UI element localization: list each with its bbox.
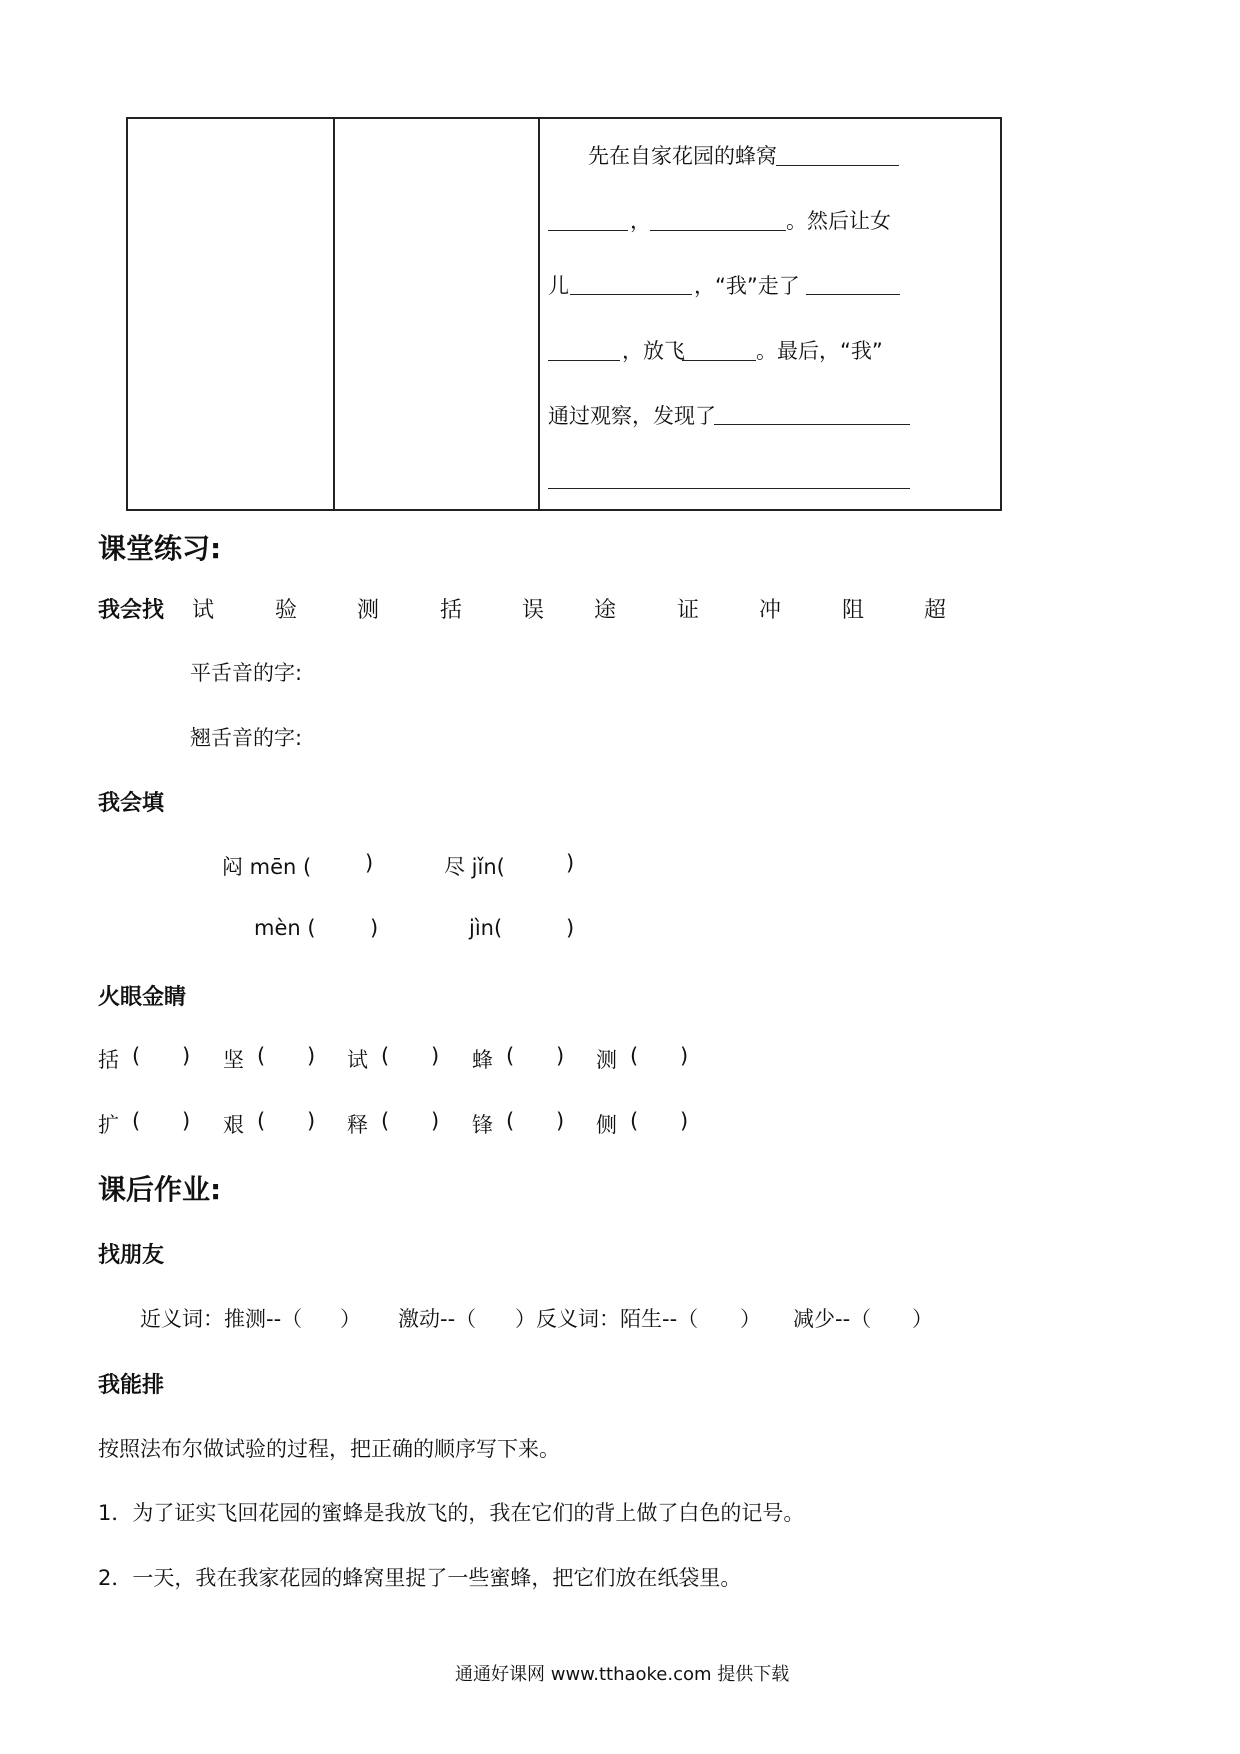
paren-close: ) (566, 916, 575, 940)
table-text: 。最后，“我” (756, 339, 883, 363)
paren-close: ) (556, 1044, 565, 1068)
word-item: 减少--（ (793, 1307, 872, 1331)
paren-close: ） (340, 1307, 361, 1331)
paren-open: ( (132, 1044, 141, 1068)
char-item: 测 (357, 598, 380, 623)
blank-line (682, 360, 756, 361)
paren-open: ( (506, 1109, 515, 1133)
paren-close: ) (365, 851, 374, 875)
retroflex-label: 翘舌音的字: (190, 726, 303, 750)
paren-close: ) (556, 1109, 565, 1133)
blank-line (650, 230, 786, 231)
synonym-label: 近义词：推测--（ (140, 1307, 303, 1331)
paren-open: ( (506, 1044, 515, 1068)
char-item: 试 (347, 1048, 368, 1072)
char-item: 扩 (98, 1113, 119, 1137)
exercise-label-fill: 我会填 (98, 791, 165, 816)
blank-line (570, 294, 692, 295)
table-text: 儿 (548, 274, 569, 298)
char-item: 蜂 (472, 1048, 493, 1072)
char-item: 阻 (842, 598, 865, 623)
blank-line (776, 165, 899, 166)
table-text: ， (630, 209, 651, 233)
char-item: 验 (275, 598, 298, 623)
char-item: 超 (924, 598, 947, 623)
char-item: 坚 (223, 1048, 244, 1072)
antonym-label: ）反义词：陌生--（ (515, 1307, 699, 1331)
exercise-label-order: 我能排 (98, 1373, 165, 1398)
char-item: 侧 (596, 1113, 617, 1137)
paren-open: ( (132, 1109, 141, 1133)
paren-open: ( (257, 1109, 266, 1133)
char-item: 冲 (759, 598, 782, 623)
pinyin-item: 闷 mēn ( (222, 855, 312, 879)
blank-line (714, 424, 910, 425)
paren-close: ） (912, 1307, 933, 1331)
char-item: 误 (522, 598, 545, 623)
paren-open: ( (381, 1044, 390, 1068)
pinyin-item: jìn( (469, 916, 503, 940)
char-list (0, 593, 1240, 623)
list-item: 1．为了证实飞回花园的蜜蜂是我放飞的，我在它们的背上做了白色的记号。 (98, 1501, 805, 1525)
flat-tongue-label: 平舌音的字: (190, 661, 303, 685)
paren-close: ) (680, 1044, 689, 1068)
paren-close: ) (370, 916, 379, 940)
worksheet-table (126, 117, 1002, 511)
char-item: 释 (347, 1113, 368, 1137)
table-text: 。然后让女 (786, 209, 891, 233)
paren-open: ( (630, 1109, 639, 1133)
blank-line (548, 488, 910, 489)
section-heading-homework: 课后作业: (98, 1173, 222, 1206)
instruction-text: 按照法布尔做试验的过程，把正确的顺序写下来。 (98, 1437, 560, 1461)
char-item: 途 (594, 598, 617, 623)
exercise-label-friends: 找朋友 (98, 1243, 165, 1268)
paren-close: ） (740, 1307, 761, 1331)
char-item: 试 (192, 598, 215, 623)
pinyin-item: mèn ( (254, 916, 316, 940)
char-item: 锋 (472, 1113, 493, 1137)
table-divider (333, 119, 335, 509)
blank-line (548, 230, 628, 231)
exercise-label-find: 我会找 (98, 598, 165, 623)
table-text: ，放飞 (622, 339, 685, 363)
paren-close: ) (182, 1109, 191, 1133)
word-item: 激动--（ (398, 1307, 477, 1331)
list-item: 2．一天，我在我家花园的蜂窝里捉了一些蜜蜂，把它们放在纸袋里。 (98, 1566, 742, 1590)
exercise-label-eyes: 火眼金睛 (98, 985, 187, 1010)
paren-open: ( (257, 1044, 266, 1068)
table-text: 通过观察，发现了 (548, 404, 716, 428)
paren-close: ) (680, 1109, 689, 1133)
blank-line (806, 294, 900, 295)
paren-close: ) (431, 1109, 440, 1133)
paren-close: ) (307, 1044, 316, 1068)
char-item: 括 (98, 1048, 119, 1072)
section-heading-classwork: 课堂练习: (98, 532, 222, 565)
char-item: 测 (596, 1048, 617, 1072)
pinyin-item: 尽 jǐn( (444, 855, 505, 879)
table-divider (538, 119, 540, 509)
paren-close: ) (431, 1044, 440, 1068)
paren-close: ) (182, 1044, 191, 1068)
char-item: 艰 (223, 1113, 244, 1137)
blank-line (548, 360, 620, 361)
footer-credit: 通通好课网 www.tthaoke.com 提供下载 (455, 1664, 790, 1685)
paren-open: ( (630, 1044, 639, 1068)
paren-open: ( (381, 1109, 390, 1133)
char-item: 证 (677, 598, 700, 623)
table-text: 先在自家花园的蜂窝 (588, 144, 777, 168)
char-item: 括 (440, 598, 463, 623)
paren-close: ) (566, 851, 575, 875)
paren-close: ) (307, 1109, 316, 1133)
table-text: ，“我”走了 (694, 274, 800, 298)
